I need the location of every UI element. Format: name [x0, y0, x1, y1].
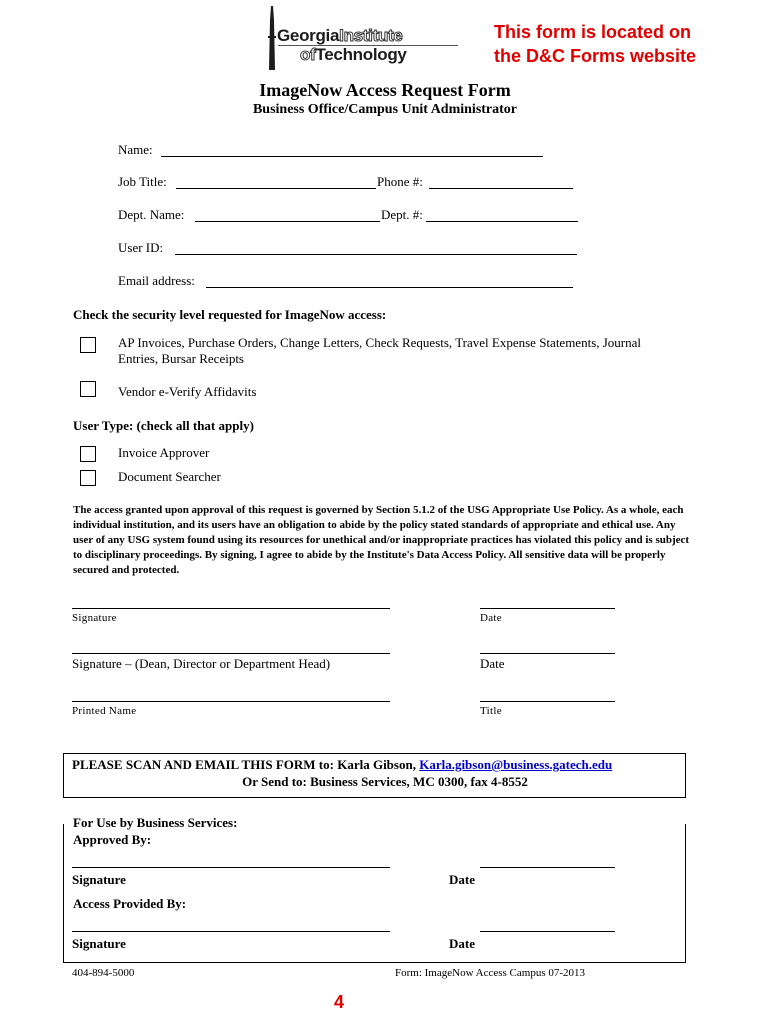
provider-date-label: Date [449, 936, 475, 951]
printed-name-label: Printed Name [72, 705, 137, 717]
approver-date-label: Date [449, 872, 475, 887]
email-address-label: Email address: [118, 273, 195, 288]
access-policy-text: The access granted upon approval of this request is governed by Section 5.1.2 of the USG Appropriate Use Policy. As a whole, each individual institution, and its users have an obligation to abide by the policy stated standards of appropriate and ethical use. Any user of any USG system found using its resources for unethical and/or inappropriate practices has violated this policy and is subject to disciplinary proceedings. By signing, I agree to abide by the Institute's Data Access Policy. All sensitive data will be properly secured and protected. [73, 504, 690, 576]
ap-invoices-option-line2: Entries, Bursar Receipts [118, 351, 244, 366]
document-searcher-checkbox[interactable] [80, 470, 96, 486]
provider-date-line[interactable] [480, 931, 615, 932]
vendor-everify-option: Vendor e-Verify Affidavits [118, 384, 257, 399]
provider-signature-label: Signature [72, 936, 126, 951]
georgia-tech-logo [265, 6, 460, 66]
user-id-field[interactable] [175, 254, 577, 255]
job-title-field[interactable] [176, 188, 376, 189]
phone-label: Phone #: [377, 174, 423, 189]
dept-name-field[interactable] [195, 221, 380, 222]
printed-name-line[interactable] [72, 701, 390, 702]
name-field[interactable] [161, 156, 543, 157]
date-label: Date [480, 612, 502, 624]
dean-signature-label: Signature – (Dean, Director or Department Head) [72, 656, 331, 671]
form-title: ImageNow Access Request Form [259, 80, 511, 100]
access-provided-by-label: Access Provided By: [73, 896, 187, 911]
date-line[interactable] [480, 608, 615, 609]
job-title-label: Job Title: [118, 174, 167, 189]
scan-email-instructions: PLEASE SCAN AND EMAIL THIS FORM to: Karla Gibson, Karla.gibson@business.gatech.edu [72, 757, 613, 772]
security-level-heading: Check the security level requested for ImageNow access: [73, 307, 387, 322]
logo-word-institute: Institute [339, 26, 403, 45]
dept-number-label: Dept. #: [381, 207, 423, 222]
dean-signature-line[interactable] [72, 653, 390, 654]
business-use-heading: For Use by Business Services: [73, 815, 238, 830]
approver-date-line[interactable] [480, 867, 615, 868]
name-label: Name: [118, 142, 153, 157]
provider-signature-line[interactable] [72, 931, 390, 932]
dept-name-label: Dept. Name: [118, 207, 185, 222]
footer-phone: 404-894-5000 [72, 967, 135, 979]
page-number: 4 [333, 992, 344, 1012]
karla-gibson-email-link[interactable]: Karla.gibson@business.gatech.edu [419, 757, 613, 772]
invoice-approver-checkbox[interactable] [80, 446, 96, 462]
signature-label: Signature [72, 612, 117, 624]
logo-word-tech: Technology [315, 45, 407, 64]
dept-number-field[interactable] [426, 221, 578, 222]
business-services-box [63, 824, 686, 963]
forms-website-notice: This form is located on the D&C Forms website [494, 22, 697, 66]
approver-signature-label: Signature [72, 872, 126, 887]
vendor-everify-checkbox[interactable] [80, 381, 96, 397]
phone-field[interactable] [429, 188, 573, 189]
ap-invoices-option-line1: AP Invoices, Purchase Orders, Change Letters, Check Requests, Travel Expense Statements, Journal [118, 335, 642, 350]
title-label: Title [480, 705, 502, 717]
dean-date-line[interactable] [480, 653, 615, 654]
user-type-heading: User Type: (check all that apply) [73, 418, 254, 433]
dean-date-label: Date [480, 656, 505, 671]
user-id-label: User ID: [118, 240, 164, 255]
email-address-field[interactable] [206, 287, 573, 288]
ap-invoices-checkbox[interactable] [80, 337, 96, 353]
signature-line[interactable] [72, 608, 390, 609]
approved-by-label: Approved By: [73, 832, 152, 847]
title-line[interactable] [480, 701, 615, 702]
logo-word-of: of [300, 45, 316, 64]
document-searcher-option: Document Searcher [118, 469, 221, 484]
footer-form-id: Form: ImageNow Access Campus 07-2013 [395, 967, 586, 979]
invoice-approver-option: Invoice Approver [118, 445, 210, 460]
logo-word-georgia: Georgia [277, 26, 340, 45]
approver-signature-line[interactable] [72, 867, 390, 868]
form-subtitle: Business Office/Campus Unit Administrator [252, 102, 518, 117]
send-fax-instructions: Or Send to: Business Services, MC 0300, fax 4-8552 [242, 774, 528, 789]
